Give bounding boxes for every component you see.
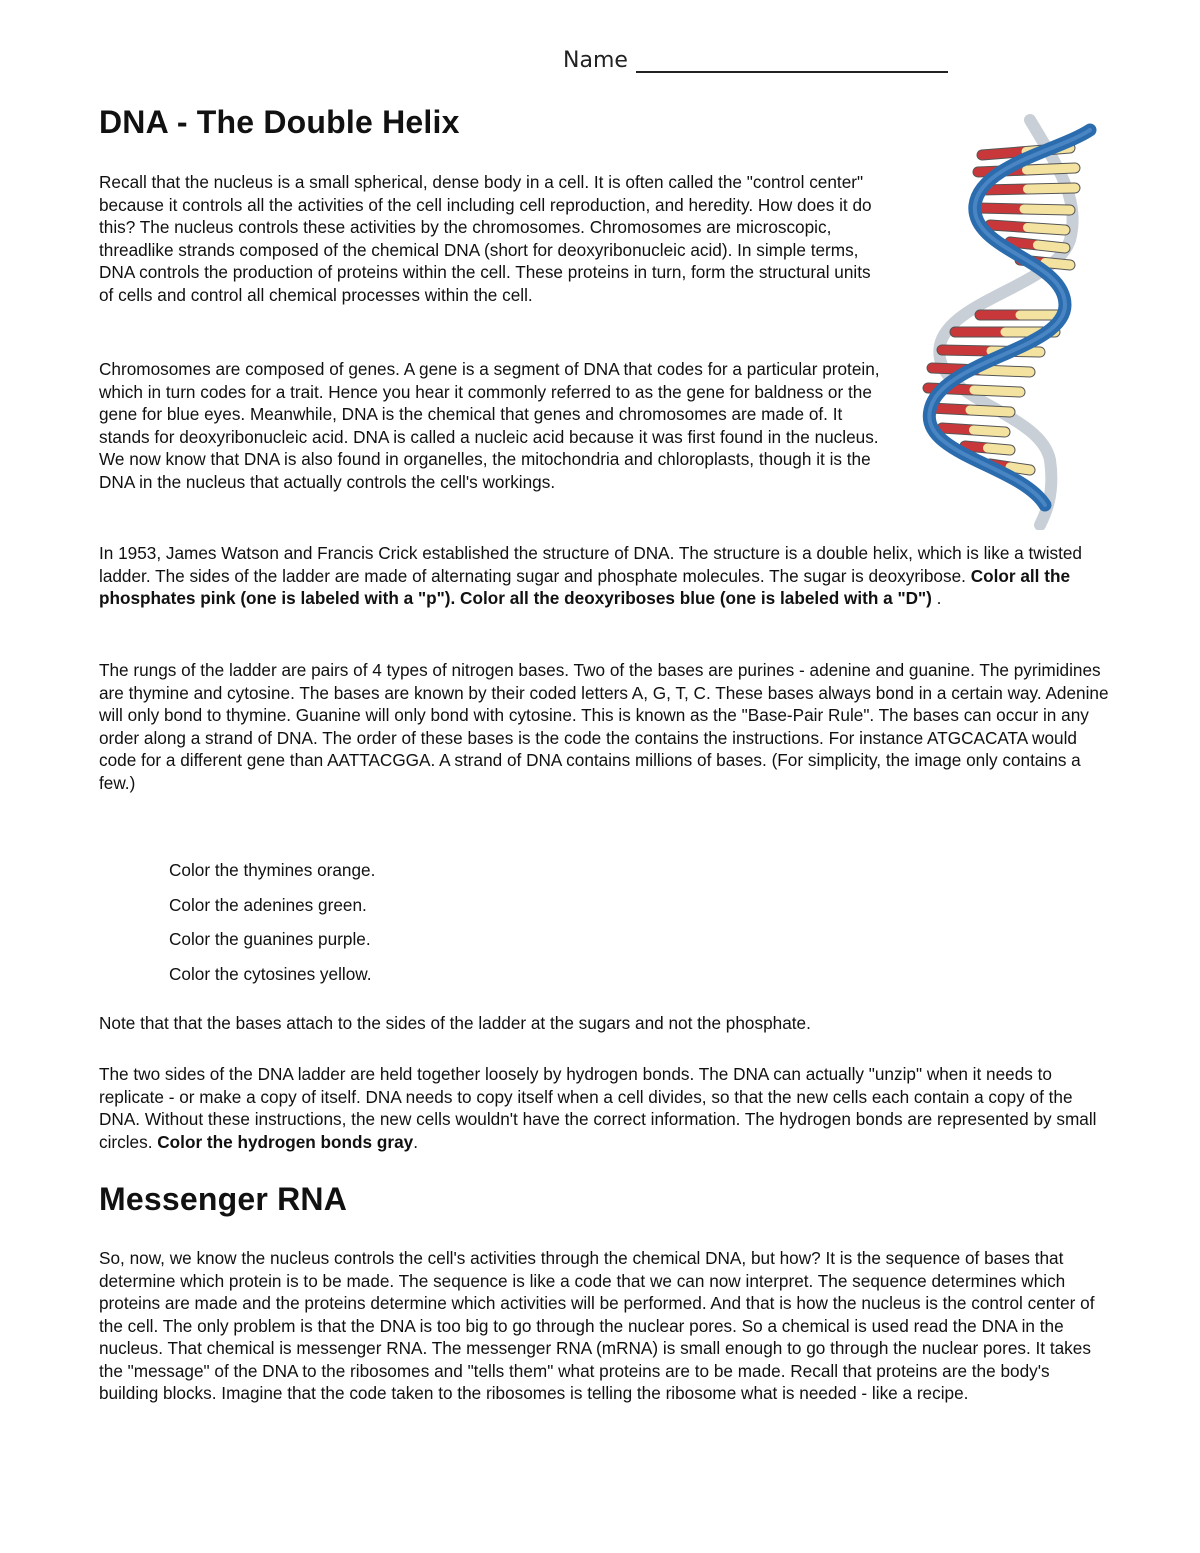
base-right: [1024, 209, 1070, 210]
paragraph-bases: The rungs of the ladder are pairs of 4 types of nitrogen bases. Two of the bases are purines - adenine and guanine. The pyrimidines are thymine and cytosine. The bases are known by their coded letters A, G, T, C. These bases always bond in a certain way. Adenine will only bond to thymine. Guanine will only bond with cytosine. This is known as the "Base-Pair Rule". The bases can occur in any order along a strand of DNA. The order of these bases is the code the contains the instructions. For instance ATGCACATA would code for a different gene than AATTACGGA. A strand of DNA contains millions of bases. (For simplicity, the image only contains a few.): [99, 660, 1109, 793]
base-pair-rungs: [928, 148, 1075, 470]
base-right: [974, 390, 1020, 392]
base-right: [970, 410, 1010, 412]
base-left: [982, 152, 1026, 156]
color-instruction-cytosine: Color the cytosines yellow.: [169, 963, 372, 984]
paragraph-mrna: So, now, we know the nucleus controls the cell's activities through the chemical DNA, but how? It is the sequence of bases that determine which protein is to be made. The sequence is like a code that we can now interpret. The sequence determines which proteins are made and the proteins determine which activities will be performed. And that is how the nucleus is the control center of the cell. The only problem is that the DNA is too big to go through the nuclear pores. So a chemical is used read the DNA in the nucleus. That chemical is messenger RNA. The messenger RNA (mRNA) is small enough to go through the nuclear pores. It takes the "message" of the DNA to the ribosomes and "tells them" what proteins are to be made. Recall that proteins are the body's building blocks. Imagine that the code taken to the ribosomes is telling the ribosome what is needed - like a recipe.: [99, 1248, 1095, 1403]
base-right: [1045, 263, 1070, 266]
paragraph-nucleus: Recall that the nucleus is a small spherical, dense body in a cell. It is often called the "control center" because it controls all the activities of the cell including cell reproduction, and heredity. How does it do this? The nucleus controls these activities by the chromosomes. Chromosomes are microscopic, threadlike strands composed of the chemical DNA (short for deoxyribonucleic acid). In simple terms, DNA controls the production of proteins within the cell. These proteins in turn, form the structural units of cells and control all chemical processes within the cell.: [99, 172, 872, 305]
base-left: [990, 225, 1028, 228]
dna-helix-illustration: [870, 110, 1100, 530]
base-right: [1010, 467, 1030, 470]
color-instruction-thymine: Color the thymines orange.: [169, 860, 376, 880]
hydrogen-text: The two sides of the DNA ladder are held together loosely by hydrogen bonds. The DNA can actually "unzip" when it needs to replicate - or make a copy of itself. DNA needs to copy itself when a cell divides, so that the new cells each contain a copy of the DNA. Without these instructions, the new cells wouldn't have the correct information. The hydrogen bonds are represented by small circles.: [99, 1064, 1097, 1152]
paragraph-genes: Chromosomes are composed of genes. A gene is a segment of DNA that codes for a particular protein, which in turn codes for a trait. Hence you hear it commonly referred to as the gene for baldness or the gene for blue eyes. Meanwhile, DNA is the chemical that genes and chromosomes are made of. It stands for deoxyribonucleic acid. DNA is called a nucleic acid because it was first found in the nucleus. We now know that DNA is also found in organelles, the mitochondria and chloroplasts, though it is the DNA in the nucleus that actually controls the cell's workings.: [99, 359, 880, 492]
base-left: [978, 208, 1024, 209]
base-right: [988, 448, 1011, 450]
base-right: [1028, 228, 1066, 231]
name-blank-line[interactable]: [636, 49, 948, 73]
paragraph-structure: [99, 542, 1109, 610]
base-left: [942, 428, 974, 430]
section-title-mrna: Messenger RNA: [99, 1181, 348, 1217]
hydrogen-end: .: [413, 1131, 418, 1152]
section-title-dna: DNA - The Double Helix: [99, 104, 460, 140]
base-right: [1038, 245, 1066, 248]
name-field: [563, 48, 948, 73]
color-instruction-adenine: Color the adenines green.: [169, 894, 367, 915]
paragraph-hydrogen-bonds: [99, 1063, 1109, 1153]
base-right: [974, 430, 1006, 432]
structure-instruction: Color all the phosphates pink (one is labeled with a "p"). Color all the deoxyriboses blue (one is labeled with a "D"): [99, 565, 1071, 608]
base-left: [942, 350, 991, 351]
color-instruction-guanine: Color the guanines purple.: [169, 929, 371, 949]
base-right: [981, 370, 1030, 372]
hydrogen-instruction: Color the hydrogen bonds gray: [157, 1131, 414, 1152]
name-label: Name: [563, 48, 628, 73]
structure-end: .: [931, 588, 942, 608]
base-right: [1028, 188, 1076, 189]
paragraph-attach-note: Note that that the bases attach to the sides of the ladder at the sugars and not the phosphate.: [99, 1013, 811, 1033]
color-instructions-list: [169, 859, 375, 997]
base-right: [1027, 168, 1076, 170]
structure-text: In 1953, James Watson and Francis Crick established the structure of DNA. The structure is a double helix, which is like a twisted ladder. The sides of the ladder are made of alternating sugar and phosphate molecules. The sugar is deoxyribose.: [99, 543, 1082, 586]
